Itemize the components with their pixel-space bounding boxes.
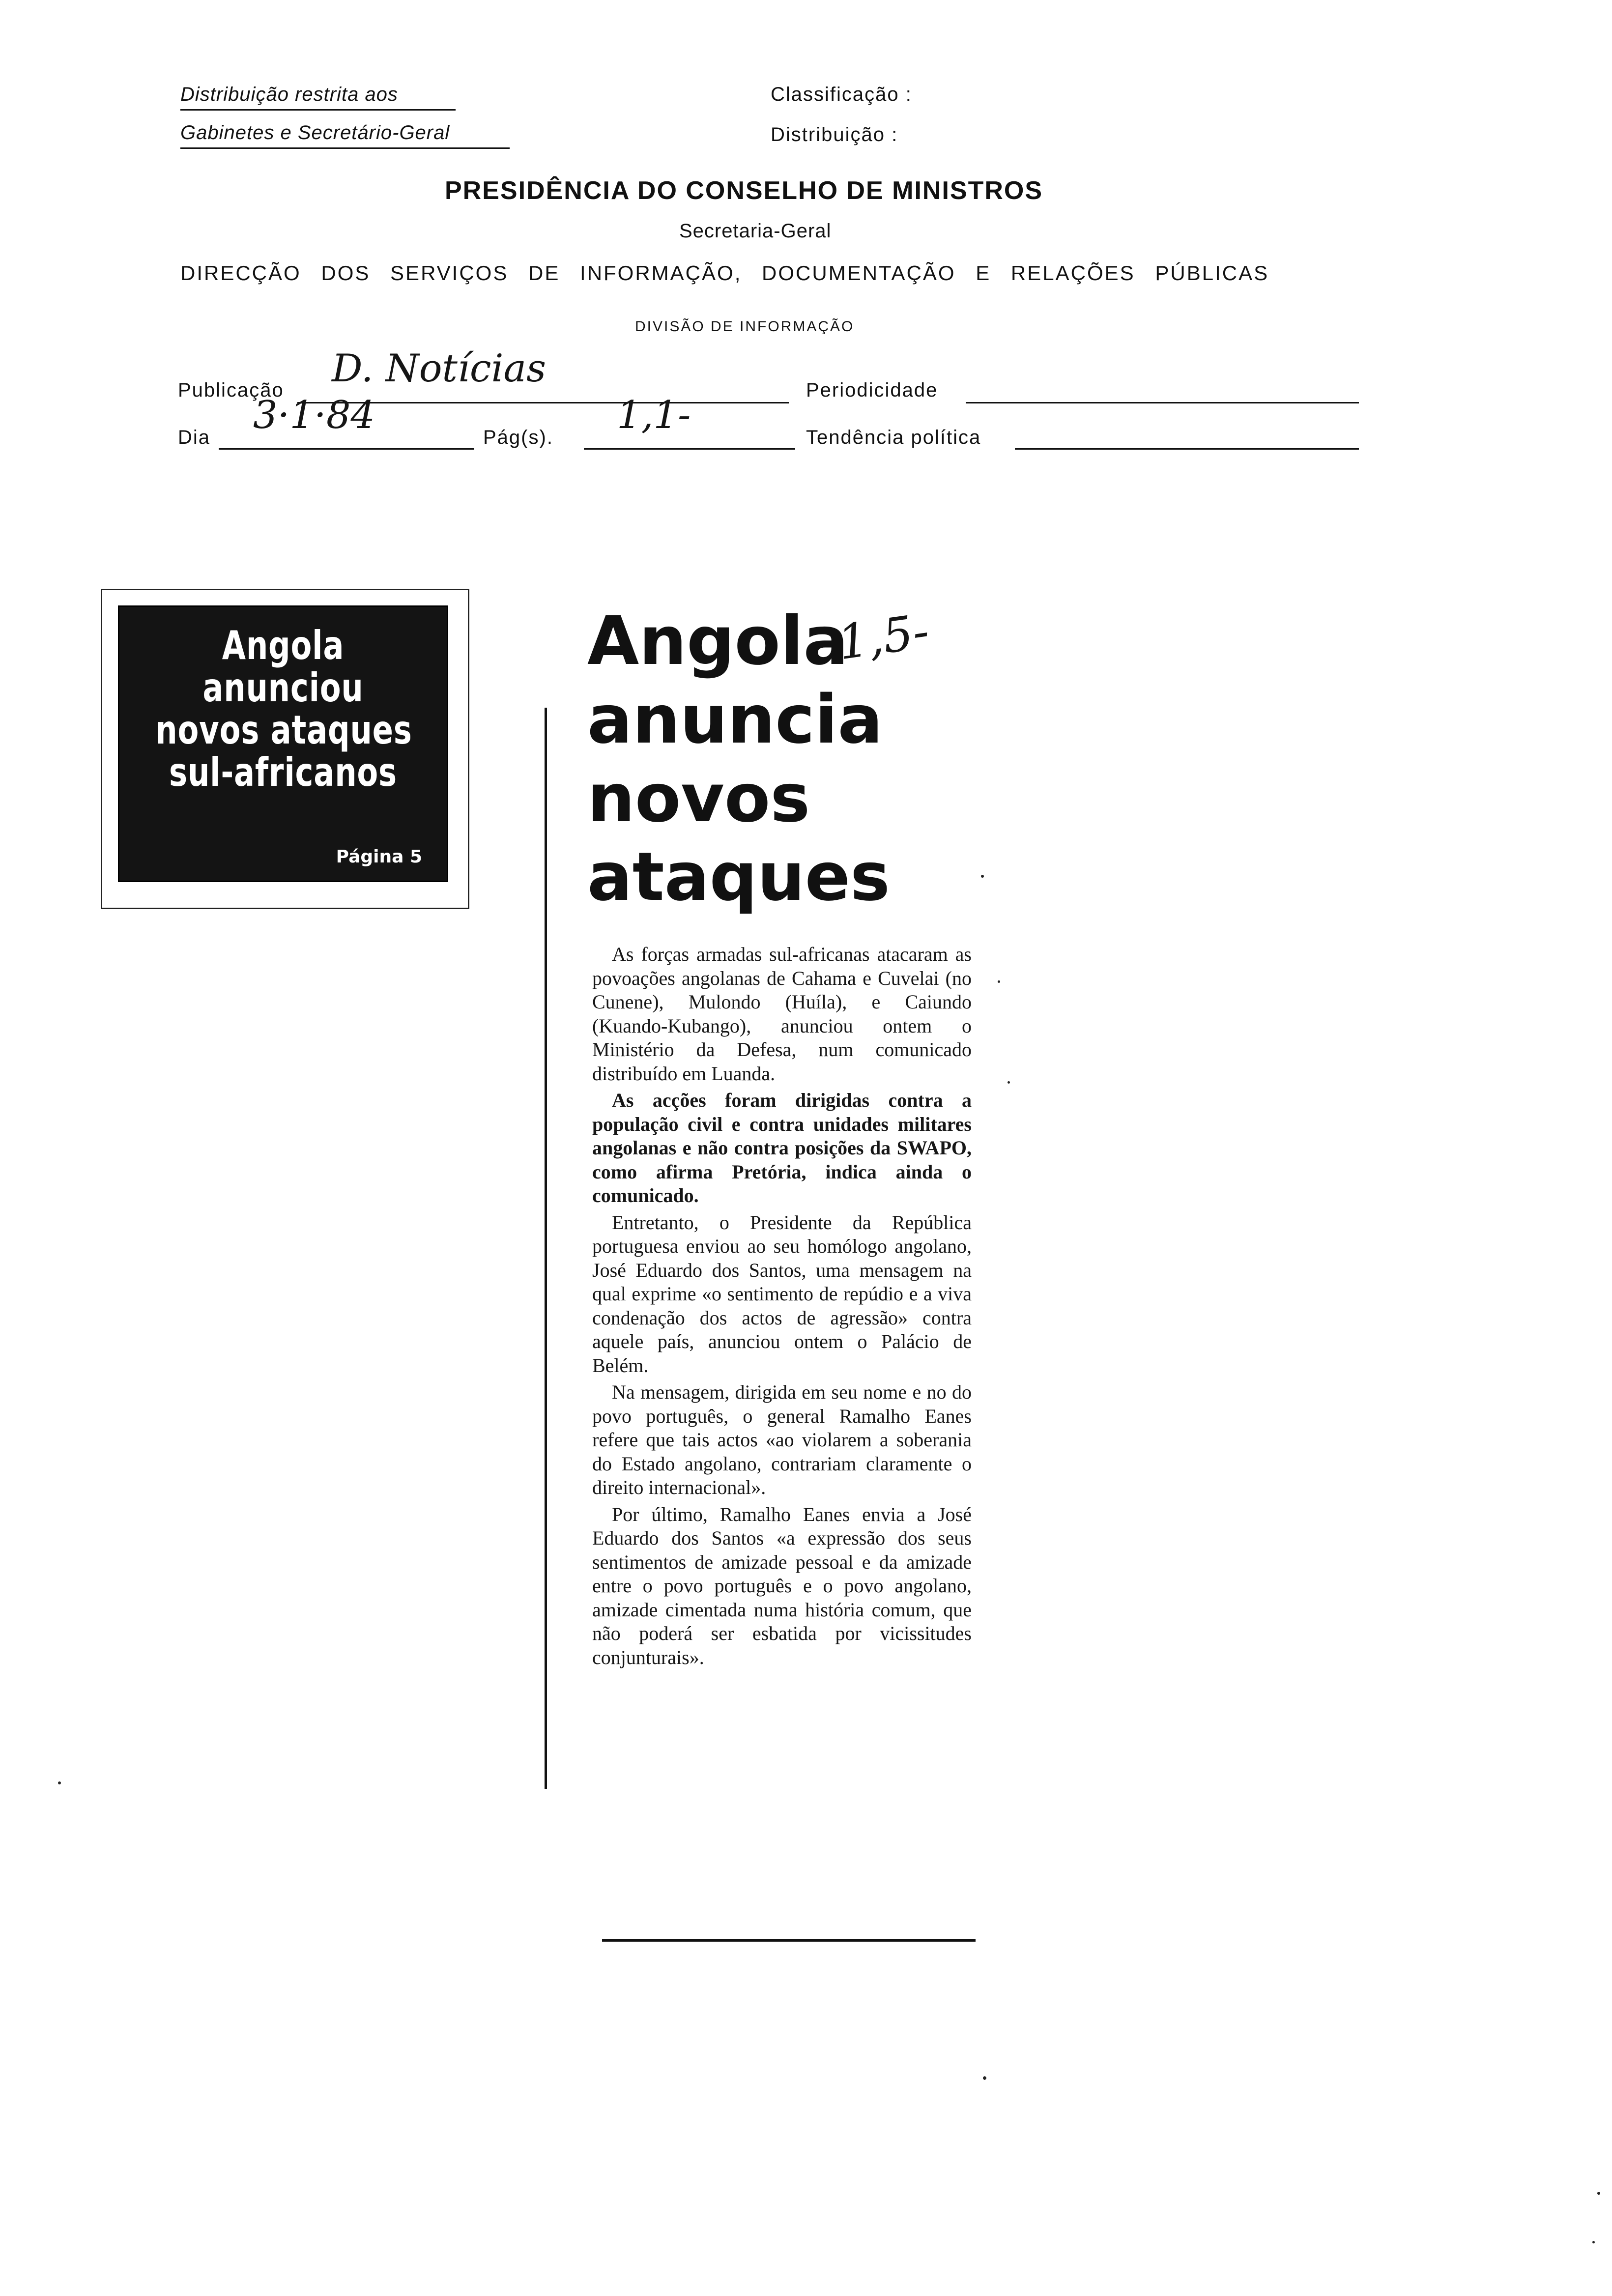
pages-handwritten-value: 1,1-: [617, 393, 691, 437]
article-paragraph: Entretanto, o Presidente da República portuguesa enviou ao seu homólogo angolano, José Eduardo dos Santos, uma mensagem na qual exprime «o sentimento de repúdio e a viva condenação dos actos de agressão» contra aquele país, anunciou ontem o Palácio de Belém.: [592, 1211, 972, 1377]
restricted-distribution-line2: Gabinetes e Secretário-Geral: [180, 122, 450, 144]
scan-speck: [1597, 2192, 1600, 2195]
scan-speck: [58, 1781, 61, 1784]
division-name: DIVISÃO DE INFORMAÇÃO: [635, 318, 855, 335]
headline-line: Angola: [587, 603, 849, 680]
headline-line: anuncia: [587, 681, 883, 759]
teaser-line: novos ataques: [155, 707, 412, 753]
publication-label: Publicação: [178, 379, 284, 401]
teaser-box: [118, 605, 448, 882]
teaser-line: Angola: [222, 623, 345, 668]
handwritten-page-mark: 1,5-: [835, 603, 933, 671]
article-paragraph: As forças armadas sul-africanas atacaram as povoações angolanas de Cahama e Cuvelai (no Cunene), Mulondo (Huíla), e Caiundo (Kuando-Kubango), anunciou ontem o Ministério da Defesa, num comunicado distribuído em Luanda.: [592, 943, 972, 1085]
article-end-rule: [602, 1939, 976, 1942]
periodicity-field-line: [966, 402, 1359, 403]
teaser-line: sul-africanos: [169, 749, 397, 795]
page-subtitle: Secretaria-Geral: [679, 220, 832, 242]
scan-speck: [1008, 1081, 1010, 1084]
political-tendency-label: Tendência política: [806, 427, 981, 448]
underline-rule: [180, 147, 510, 149]
article-paragraph: Na mensagem, dirigida em seu nome e no do povo português, o general Ramalho Eanes refere que tais actos «ao violarem a soberania do Estado angolano, contrariam claramente o direito internacional».: [592, 1381, 972, 1498]
day-field-line: [219, 448, 474, 450]
pages-field-line: [584, 448, 795, 450]
article-body: [592, 943, 972, 1672]
political-tendency-field-line: [1015, 448, 1359, 450]
teaser-page-reference: Página 5: [336, 847, 422, 867]
pages-label: Pág(s).: [483, 427, 553, 448]
underline-rule: [180, 109, 456, 111]
column-rule: [545, 708, 547, 1789]
headline-line: novos: [587, 760, 810, 837]
department-name: DIRECÇÃO DOS SERVIÇOS DE INFORMAÇÃO, DOCUMENTAÇÃO E RELAÇÕES PÚBLICAS: [180, 261, 1269, 285]
restricted-distribution-line1: Distribuição restrita aos: [180, 84, 398, 105]
classification-label: Classificação :: [771, 84, 912, 105]
scan-speck: [1592, 2241, 1595, 2243]
scan-speck: [998, 980, 1000, 983]
teaser-line: anunciou: [202, 665, 364, 711]
article-paragraph: As acções foram dirigidas contra a população civil e contra unidades militares angolanas e não contra posições da SWAPO, como afirma Pretória, indica ainda o comunicado.: [592, 1089, 972, 1206]
publication-handwritten-value: D. Notícias: [332, 346, 547, 391]
distribution-label: Distribuição :: [771, 124, 898, 145]
periodicity-label: Periodicidade: [806, 379, 938, 401]
day-handwritten-value: 3·1·84: [253, 393, 375, 437]
scan-speck: [981, 875, 984, 878]
article-paragraph: Por último, Ramalho Eanes envia a José Eduardo dos Santos «a expressão dos seus sentimentos de amizade pessoal e da amizade entre o povo português e o povo angolano, amizade cimentada numa história comum, que não poderá ser esbatida por vicissitudes conjunturais».: [592, 1503, 972, 1668]
page-title: PRESIDÊNCIA DO CONSELHO DE MINISTROS: [445, 176, 1043, 205]
headline-line: ataques: [587, 838, 890, 916]
scan-speck: [983, 2076, 986, 2080]
day-label: Dia: [178, 427, 211, 448]
